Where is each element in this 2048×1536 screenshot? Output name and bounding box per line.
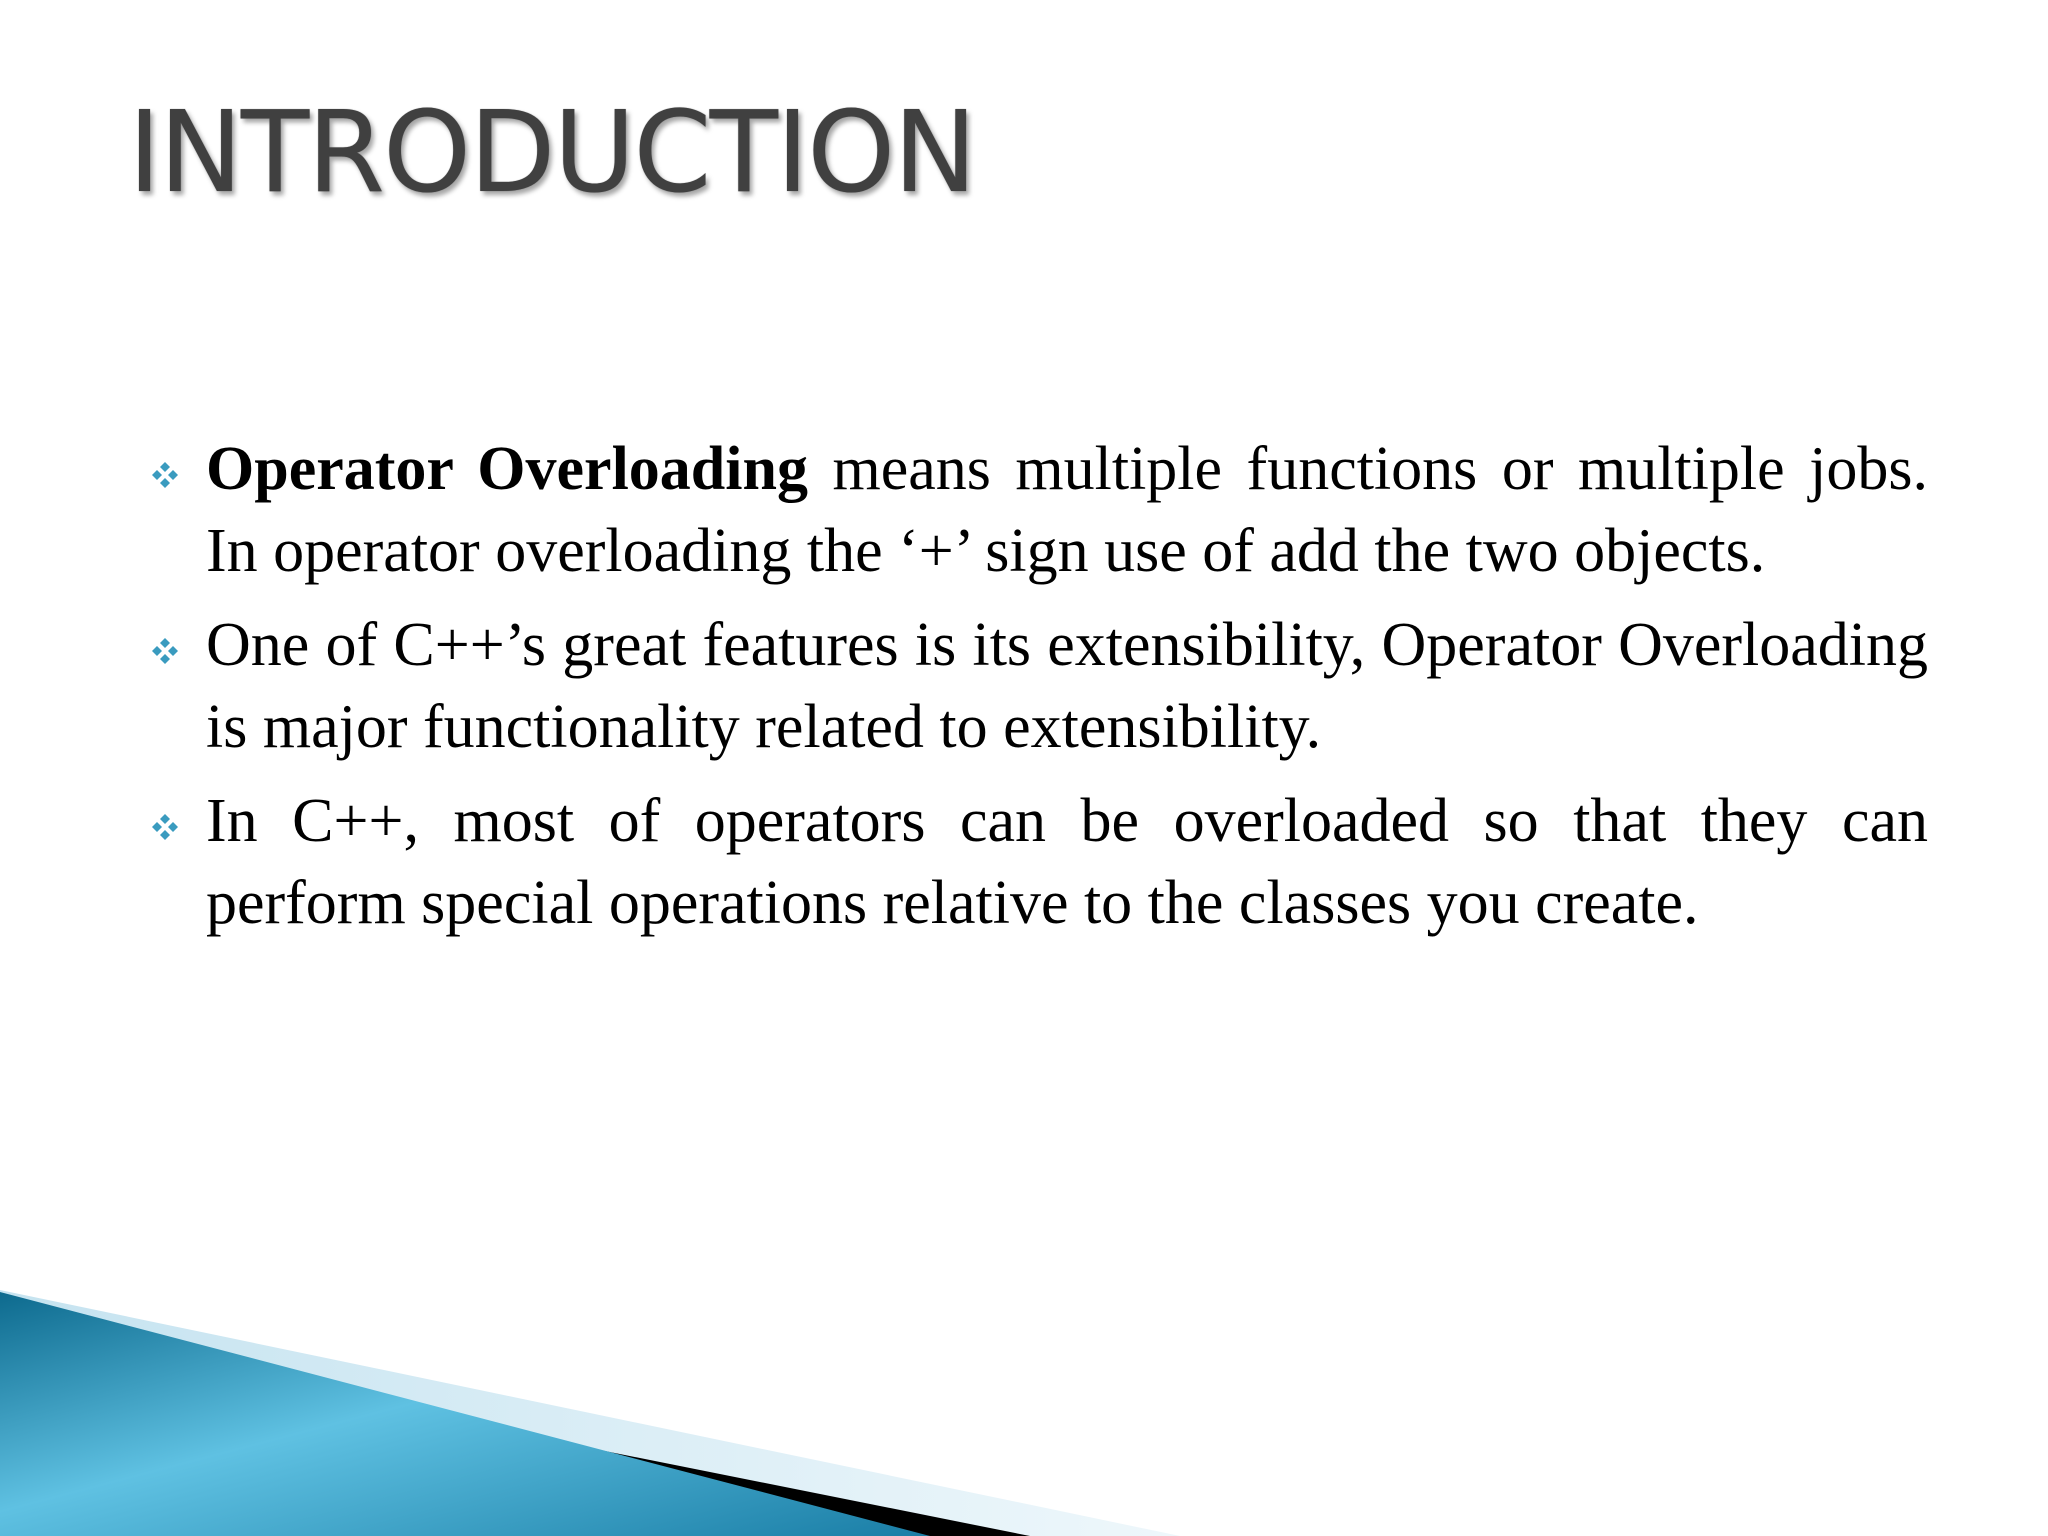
bullet-bold-term: Operator Overloading — [206, 435, 808, 503]
bullet-item-1 — [150, 428, 1928, 592]
bullet-list — [150, 428, 1928, 956]
bullet-item-2 — [150, 604, 1928, 768]
diamond-bullet-icon — [150, 460, 180, 490]
bullet-text: means multiple functions or multiple jobs. In operator overloading the ‘+’ sign use of add the two objects. — [206, 435, 1928, 585]
diamond-bullet-icon — [150, 812, 180, 842]
bullet-text: One of C++’s great features is its extensibility, Operator Overloading is major functionality related to extensibility. — [206, 611, 1928, 761]
slide-title: INTRODUCTION — [128, 88, 976, 218]
decorative-swoosh — [0, 1270, 2048, 1536]
bullet-text: In C++, most of operators can be overloaded so that they can perform special operations relative to the classes you create. — [206, 787, 1928, 937]
bullet-item-3 — [150, 780, 1928, 944]
diamond-bullet-icon — [150, 636, 180, 666]
